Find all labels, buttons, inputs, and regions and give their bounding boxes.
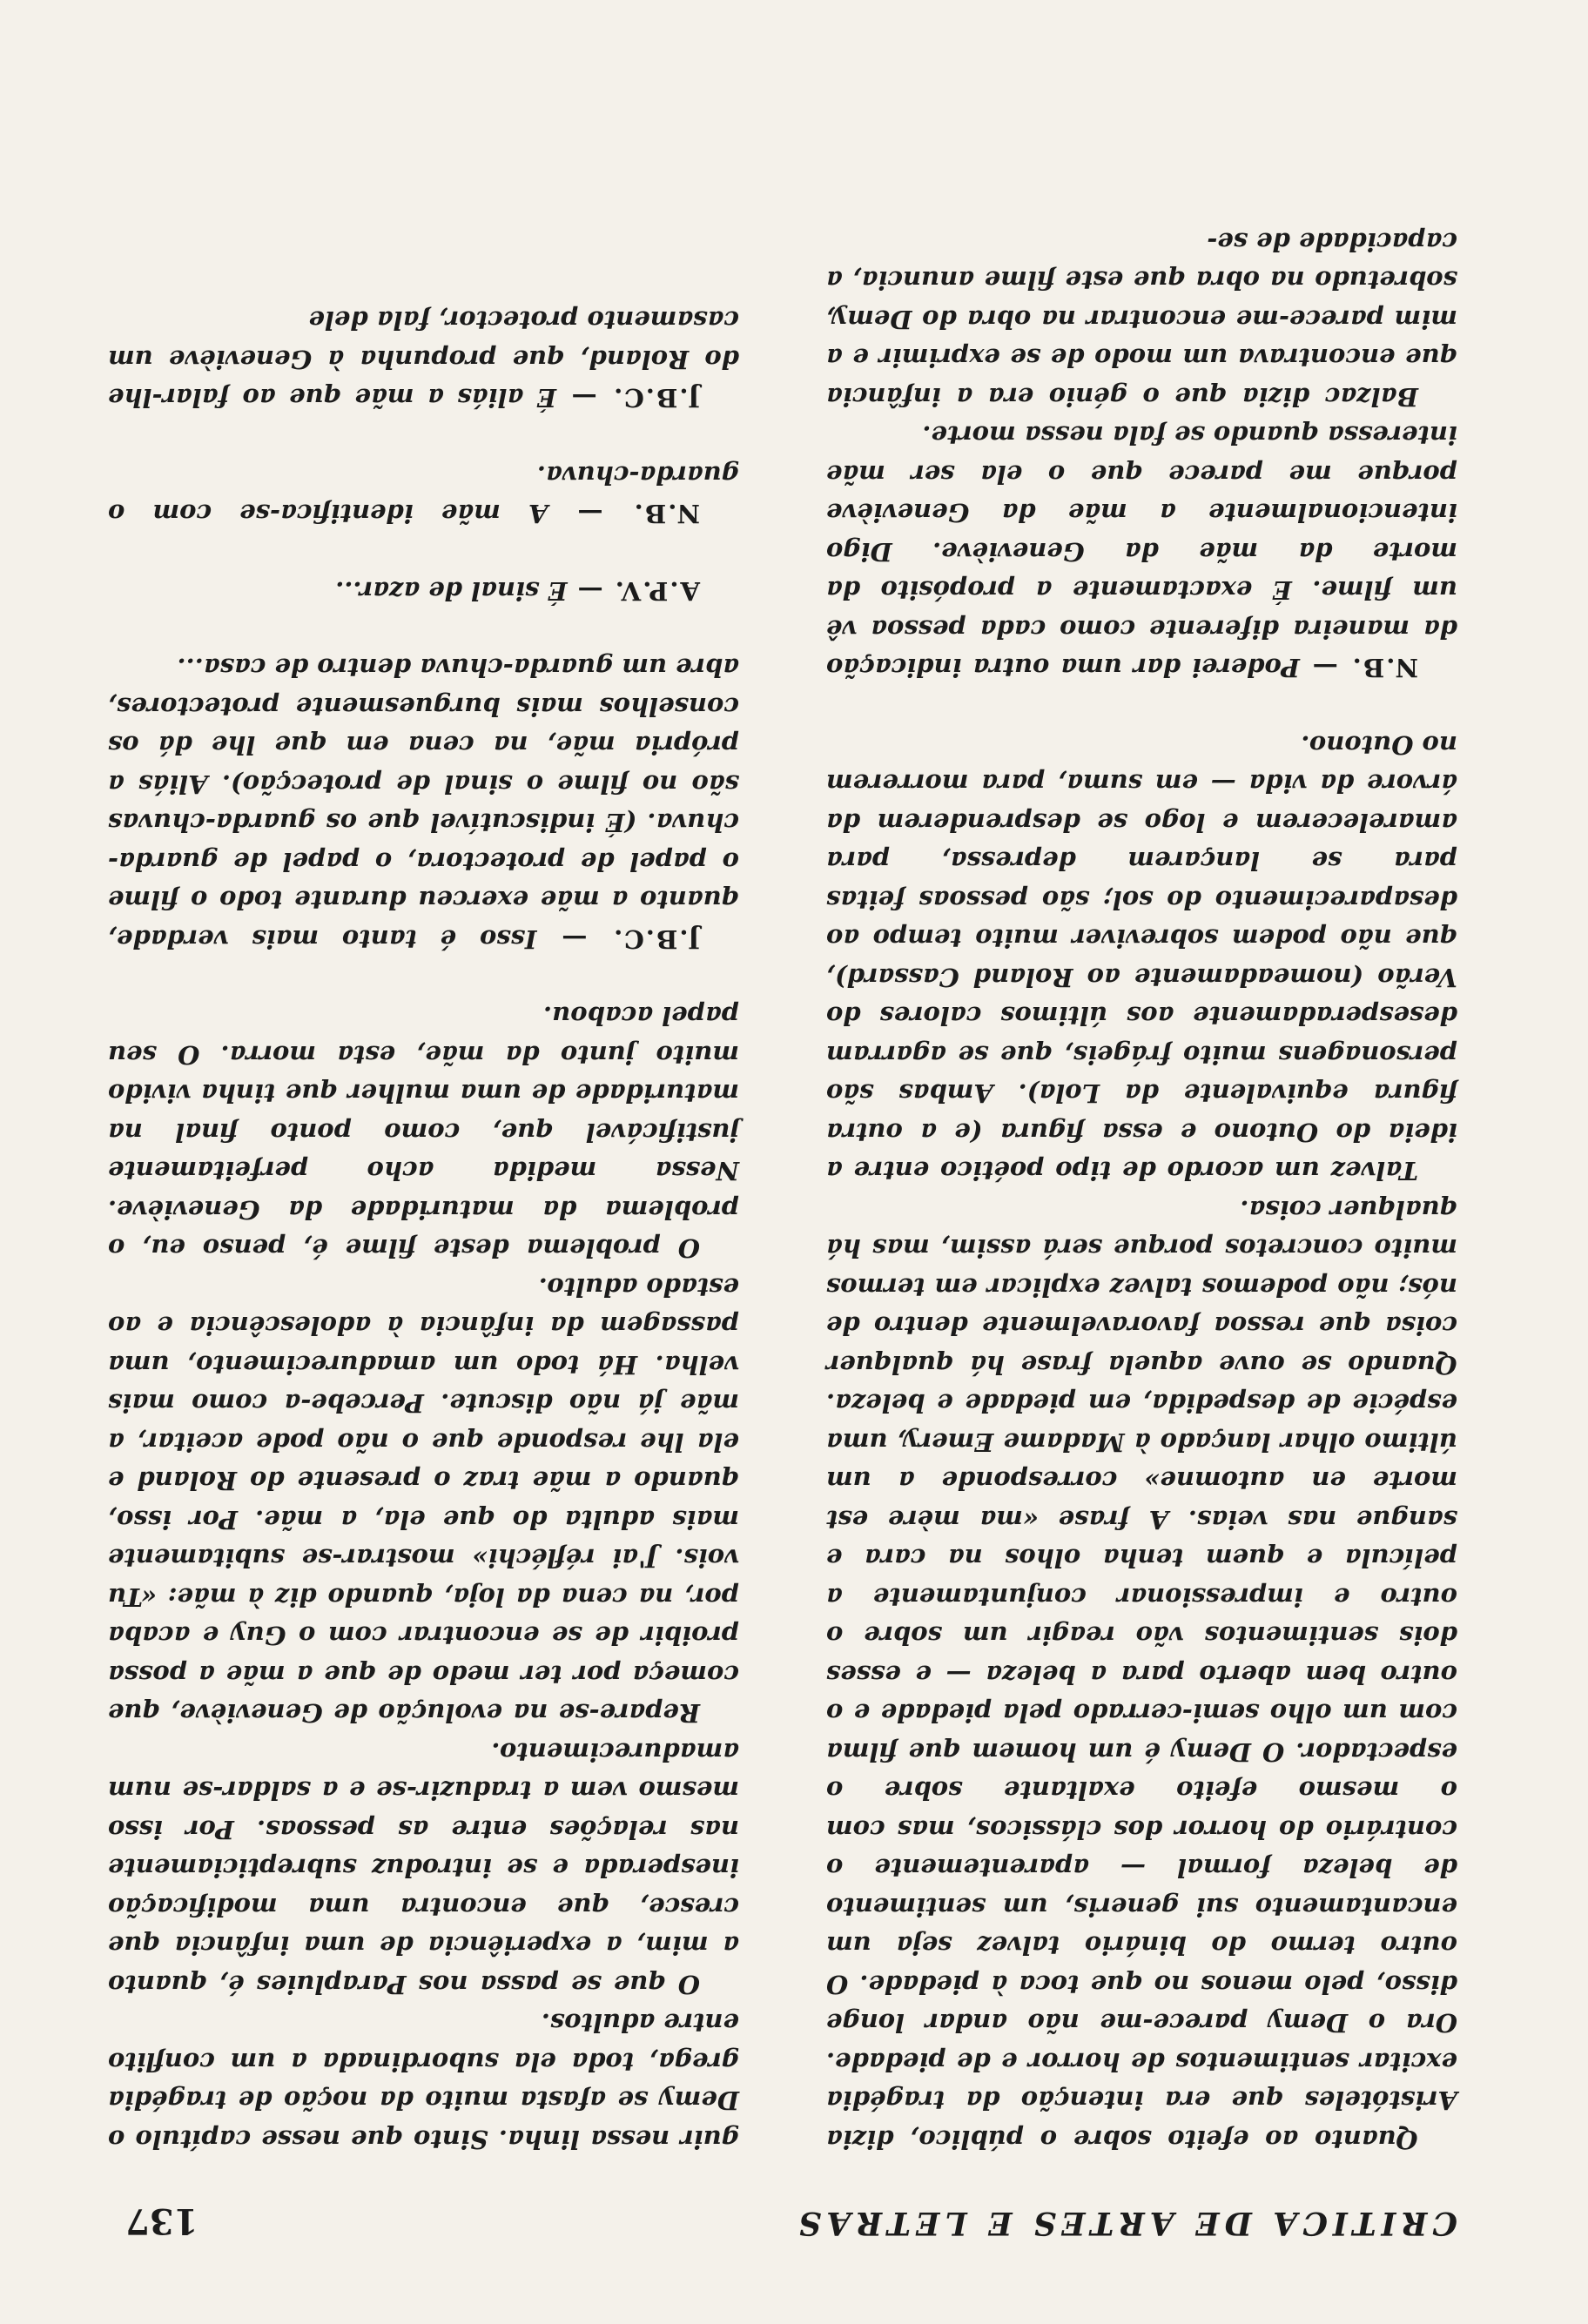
paragraph-text: Talvez um acordo de tipo poético entre a ideia do Outono e essa figura (e a outra figura equivalente da Lola). Ambas são personagens muito frágeis, que se agarram desesperadamente aos últimos calores do Verão (nomeadamente ao Roland Cassard), que não podem sobreviver muito tempo ao desaparecimento do sol; são pessoas feitas para se lançarem depressa, para amarelecerem e logo se desprenderem da árvore da vida — em suma, para morrerem no Outono. — [826, 730, 1457, 1186]
paragraph-text: Balzac dizia que o génio era a infância que encontrava um modo de se exprimir e a mim parece-me encontrar na obra do Demy, sobretudo na obra que este filme anuncia, a capacidade de se- — [826, 227, 1457, 412]
paragraph — [108, 1733, 739, 2005]
dialogue-paragraph — [826, 416, 1457, 688]
paragraph — [826, 1191, 1457, 2159]
speaker-label: N.B. — — [575, 499, 700, 529]
speaker-label: A.P.V. — — [575, 576, 700, 606]
paragraph — [108, 1268, 739, 1733]
dialogue-paragraph — [108, 572, 739, 611]
paragraph — [108, 997, 739, 1268]
paragraph-text: Isso é tanto mais verdade, quanto a mãe exerceu durante todo o filme o papel de protectora, o papel de guarda-chuva. (É indiscutível que os guarda-chuvas são no filme o sinal de protecção). Aliás a própria mãe, na cena em que lhe dá os conselhos mais burguesmente protectores, abre um guarda-chuva dentro de casa... — [108, 653, 739, 954]
speaker-label: J.B.C. — — [569, 383, 700, 413]
dialogue-paragraph — [108, 456, 739, 534]
dialogue-paragraph — [108, 301, 739, 418]
paragraph-text: guir nessa linha. Sinto que nesse capítulo o Demy se afasta muito da noção de tragédia grega, toda ela subordinada a um conflito entre adultos. — [108, 2008, 739, 2154]
text-column-right — [108, 301, 739, 2159]
speaker-label: N.B. — — [1310, 653, 1418, 683]
page-number: 137 — [125, 2200, 198, 2241]
paragraph-text: É aliás a mãe que ao falar-lhe do Roland, que propunha à Geneviève um casamento protector, fala dele — [108, 306, 739, 413]
paragraph — [826, 726, 1457, 1191]
page-header — [99, 2189, 1457, 2241]
paragraph-text: Quanto ao efeito sobre o público, dizia Aristóteles que era intenção da tragédia excitar sentimentos de horror e de piedade. Ora o Demy parece-me não andar longe disso, pelo menos no que toca à piedade. O outro termo do binário talvez seja um encantamento sui generis, um sentimento de beleza formal — aparentemente o contrário do horror dos clássicos, mas com o mesmo efeito exaltante sobre o espectador. O Demy é um homem que filma com um olho semi-cerrado pela piedade e o outro bem aberto para a beleza — e esses dois sentimentos vão reagir um sobre o outro e impressionar conjuntamente a película e quem tenha olhos na cara e sangue nas veias. A frase «ma mère est morte en automne» corresponde a um último olhar lançado à Madame Emery, uma espécie de despedida, em piedade e beleza. Quando se ouve aquela frase há qualquer coisa que ressoa favoravelmente dentro de nós; não podemos talvez explicar em termos muito concretos porque será assim, mas há qualquer coisa. — [826, 1195, 1457, 2154]
paragraph-text: É sinal de azar... — [335, 576, 568, 606]
dialogue-paragraph — [108, 648, 739, 958]
paragraph-text: Poderei dar uma outra indicação da maneira diferente como cada pessoa vê um filme. É exactamente a propósito da morte da mãe da Geneviève. Digo intencionalmente a mãe da Geneviève porque me parece que o ela ser mãe interessa quando se fala nessa morte. — [826, 420, 1457, 683]
text-column-left — [826, 223, 1457, 2159]
paragraph-text: Repare-se na evolução de Geneviève, que começa por ter medo de que a mãe a possa proibir de se encontrar com o Guy e acaba por, na cena da loja, quando diz à mãe: «Tu vois. J'ai réfléchi» mostrar-se subitamente mais adulta do que ela, a mãe. Por isso, quando a mãe traz o presente do Roland e ela lhe responde que o não pode aceitar, a mãe já não discute. Percebe-a como mais velha. Há todo um amadurecimento, uma passagem da infância à adolescência e ao estado adulto. — [108, 1273, 739, 1729]
paragraph — [826, 223, 1457, 417]
running-title: CRITICA DE ARTES E LETRAS — [793, 2205, 1457, 2241]
paragraph-text: A mãe identifica-se com o guarda-chuva. — [108, 460, 739, 529]
speaker-label: J.B.C. — — [560, 924, 700, 954]
paragraph — [108, 2004, 739, 2159]
paragraph-text: O que se passa nos Parapluies é, quanto a mim, a experiência de uma infância que cresce, que encontra uma modificação inesperada e se introduz subrepticiamente nas relações entre as pessoas. Por isso mesmo vem a traduzir-se e a saldar-se num amadurecimento. — [108, 1737, 739, 1999]
paragraph-text: O problema deste filme é, penso eu, o problema da maturidade da Geneviève. Nessa medida acho perfeitamente justificável que, como ponto final na maturidade de uma mulher que tinha vivido muito junto da mãe, esta morra. O seu papel acabou. — [108, 1001, 739, 1264]
